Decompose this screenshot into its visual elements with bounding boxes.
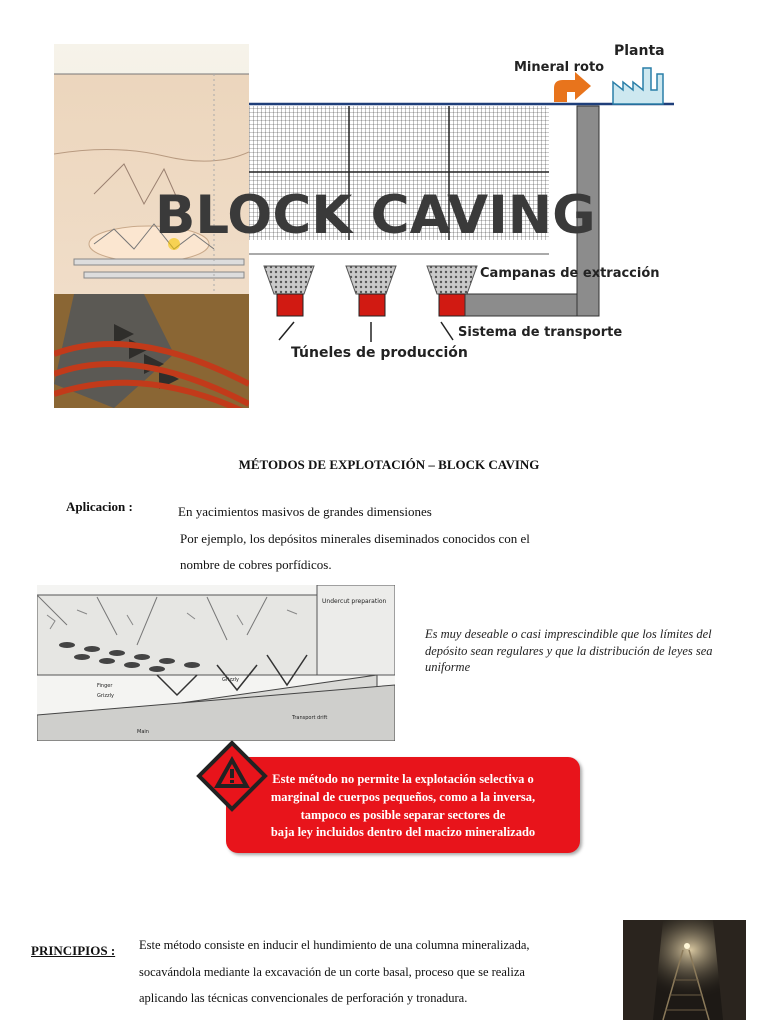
mine-tunnel-photo: [623, 920, 746, 1020]
label-tuneles: Túneles de producción: [291, 345, 468, 361]
warning-callout: [226, 757, 580, 853]
application-line-2: Por ejemplo, los depósitos minerales diseminados conocidos con el: [180, 531, 530, 546]
geologic-section-image: [54, 44, 249, 294]
3d-undercut-image: [54, 294, 249, 408]
warning-line-4: baja ley incluidos dentro del macizo mineralizado: [270, 825, 536, 839]
figure-title: BLOCK CAVING: [155, 185, 596, 246]
warning-line-1: Este método no permite la explotación selectiva o: [272, 772, 534, 786]
application-label: Aplicacion :: [66, 499, 133, 514]
label-mineral-roto: Mineral roto: [514, 60, 605, 75]
svg-text:Grizzly: Grizzly: [222, 677, 239, 683]
warning-line-2: marginal de cuerpos pequeños, como a la inversa,: [270, 790, 536, 804]
svg-text:Finger: Finger: [97, 683, 113, 689]
principles-label: PRINCIPIOS :: [31, 943, 116, 958]
warning-line-3: tampoco es posible separar sectores de: [300, 808, 506, 822]
principles-line-1: Este método consiste en inducir el hundimiento de una columna mineralizada,: [139, 938, 530, 952]
svg-text:Main: Main: [137, 729, 149, 735]
uniformity-note: Es muy deseable o casi imprescindible que los límites del depósito sean regulares y que la distribución de leyes sea uniforme: [425, 627, 713, 674]
application-line-1: En yacimientos masivos de grandes dimensiones: [178, 504, 432, 519]
svg-text:Undercut preparation: Undercut preparation: [322, 598, 387, 605]
principles-line-2: socavándola mediante la excavación de un corte basal, proceso que se realiza: [139, 965, 525, 979]
svg-text:Transport drift: Transport drift: [292, 715, 328, 721]
label-sistema-transporte: Sistema de transporte: [458, 325, 623, 340]
label-campanas: Campanas de extracción: [480, 266, 660, 281]
application-line-3: nombre de cobres porfídicos.: [180, 557, 332, 572]
warning-icon: [196, 740, 268, 812]
section-heading: MÉTODOS DE EXPLOTACIÓN – BLOCK CAVING: [238, 457, 540, 472]
svg-text:Grizzly: Grizzly: [97, 693, 114, 699]
principles-line-3: aplicando las técnicas convencionales de perforación y tronadura.: [139, 991, 468, 1005]
label-planta: Planta: [614, 43, 665, 59]
undercut-cross-section-image: [37, 585, 395, 741]
